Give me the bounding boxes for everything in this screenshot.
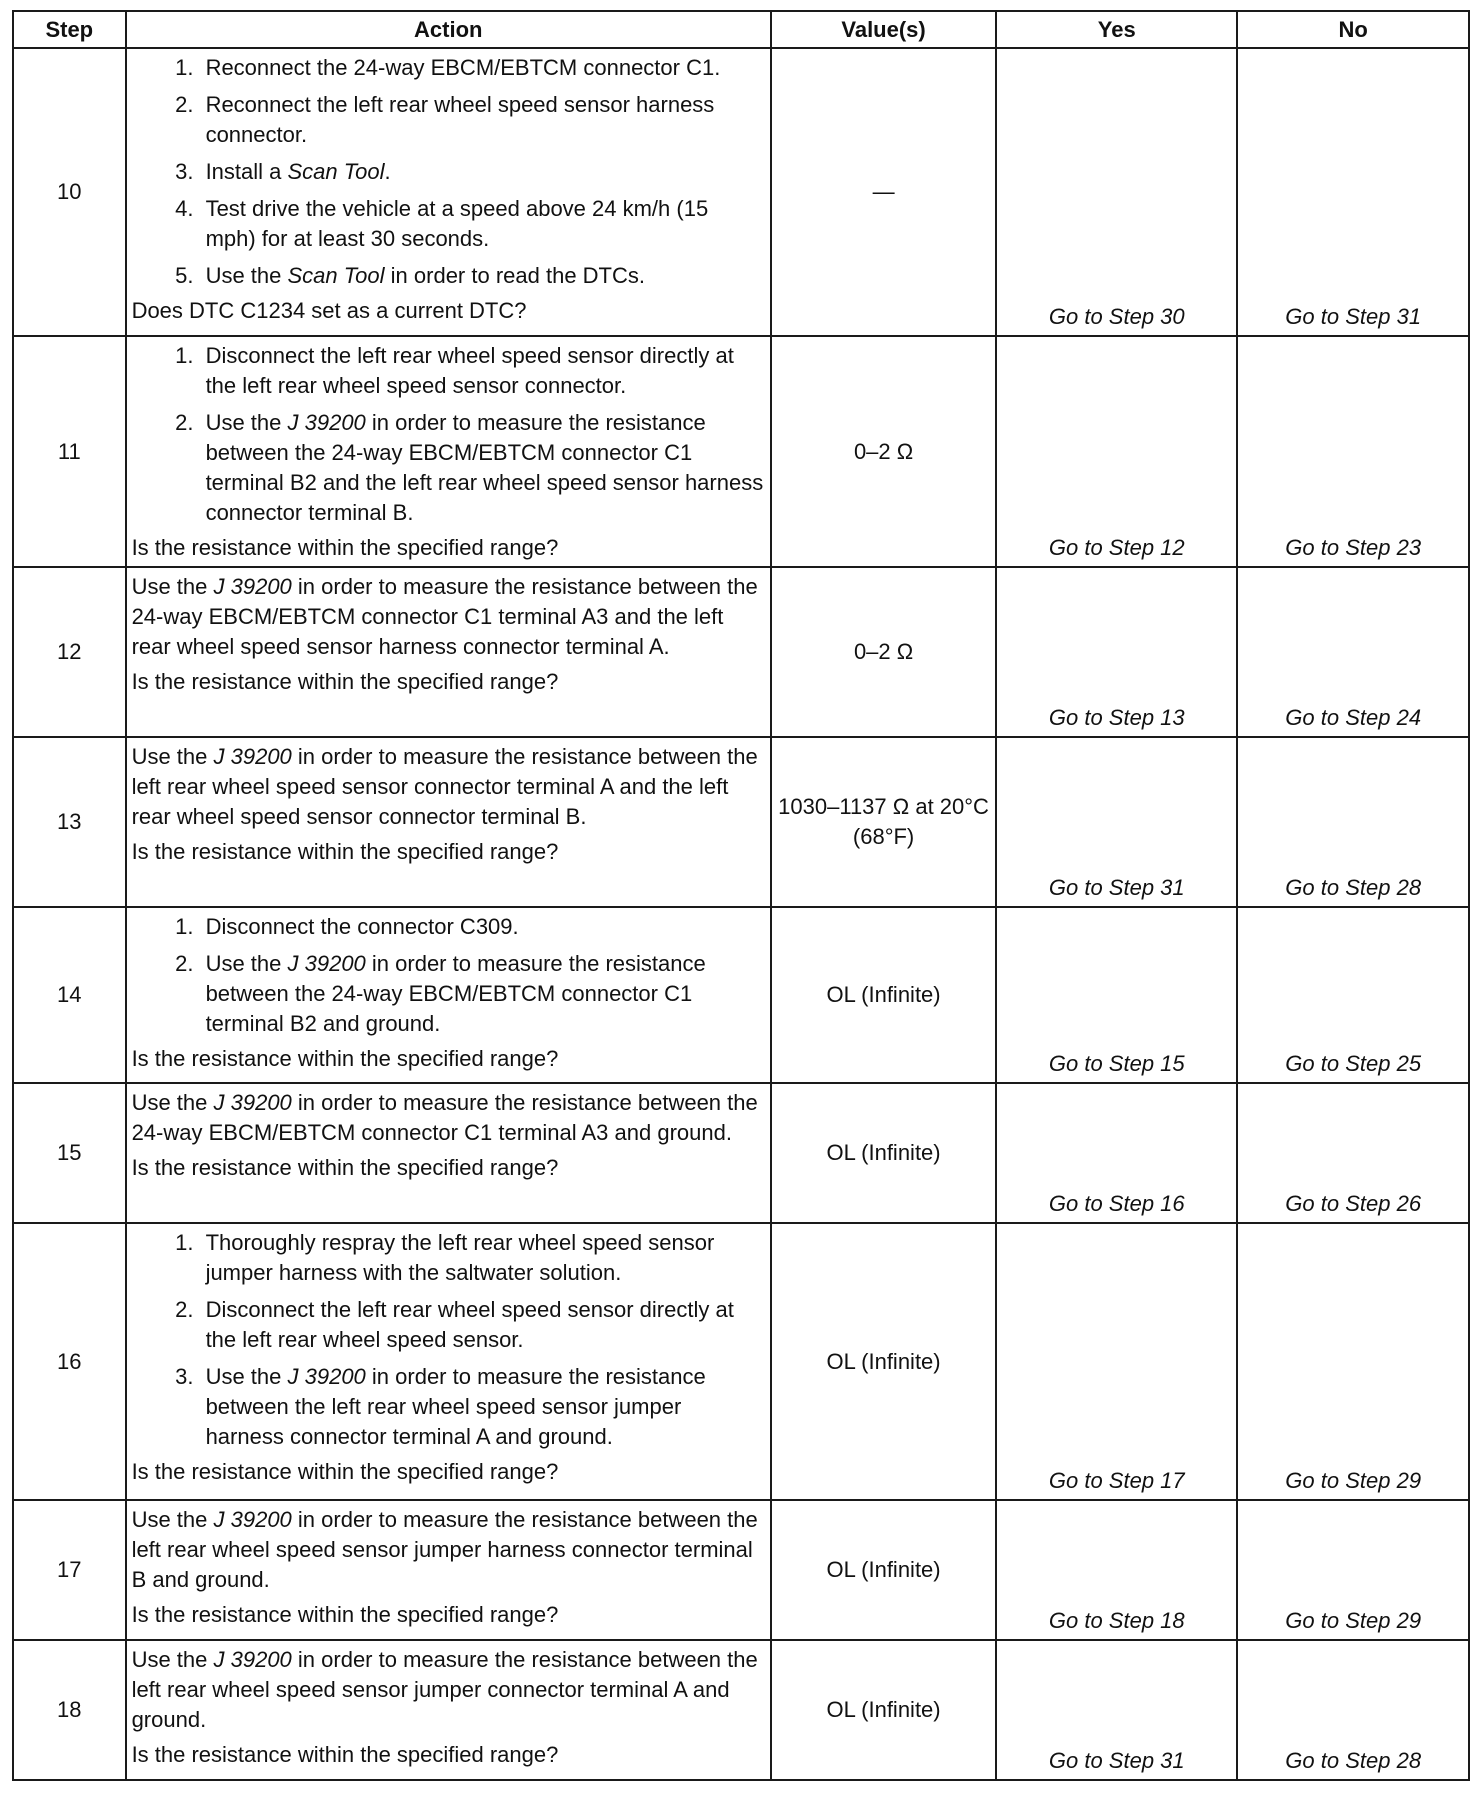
action-step: 2. Reconnect the left rear wheel speed sensor harness connector. [200, 90, 764, 150]
yes-cell: Go to Step 18 [996, 1500, 1237, 1640]
action-text: Use the J 39200 in order to measure the resistance between the left rear wheel speed sensor jumper connector terminal A and ground. [131, 1647, 758, 1732]
no-cell: Go to Step 29 [1237, 1223, 1469, 1500]
no-cell: Go to Step 24 [1237, 567, 1469, 737]
no-cell: Go to Step 29 [1237, 1500, 1469, 1640]
action-steps [132, 912, 764, 1039]
action-question: Does DTC C1234 set as a current DTC? [131, 298, 527, 323]
value-cell: OL (Infinite) [771, 1640, 996, 1780]
yes-cell: Go to Step 15 [996, 907, 1237, 1083]
value-cell: OL (Infinite) [771, 907, 996, 1083]
yes-cell: Go to Step 31 [996, 1640, 1237, 1780]
table-row [13, 1223, 1469, 1500]
action-step: 3. Install a Scan Tool. [200, 157, 764, 187]
action-cell [126, 737, 771, 907]
no-cell: Go to Step 31 [1237, 48, 1469, 336]
table-row [13, 737, 1469, 907]
action-step: 1. Disconnect the left rear wheel speed sensor directly at the left rear wheel speed sensor connector. [200, 341, 764, 401]
step-number: 18 [13, 1640, 126, 1780]
action-step: 3. Use the J 39200 in order to measure the resistance between the left rear wheel speed sensor jumper harness connector terminal A and ground. [200, 1362, 764, 1452]
action-text: Use the J 39200 in order to measure the resistance between the left rear wheel speed sensor jumper harness connector terminal B and ground. [131, 1507, 758, 1592]
action-cell [126, 567, 771, 737]
step-number: 10 [13, 48, 126, 336]
header-action: Action [126, 11, 771, 48]
value-cell: OL (Infinite) [771, 1083, 996, 1223]
table-row [13, 1640, 1469, 1780]
action-text: Use the J 39200 in order to measure the resistance between the left rear wheel speed sensor connector terminal A and the left rear wheel speed sensor connector terminal B. [131, 744, 758, 829]
header-row [13, 11, 1469, 48]
action-question: Is the resistance within the specified range? [131, 669, 559, 694]
yes-cell: Go to Step 31 [996, 737, 1237, 907]
action-text: Use the J 39200 in order to measure the resistance between the 24-way EBCM/EBTCM connector C1 terminal A3 and the left rear wheel speed sensor harness connector terminal A. [131, 574, 758, 659]
action-steps [132, 341, 764, 528]
no-cell: Go to Step 26 [1237, 1083, 1469, 1223]
action-cell [126, 1223, 771, 1500]
action-step: 5. Use the Scan Tool in order to read the DTCs. [200, 261, 764, 291]
value-cell: 1030–1137 Ω at 20°C (68°F) [771, 737, 996, 907]
step-number: 11 [13, 336, 126, 567]
yes-cell: Go to Step 13 [996, 567, 1237, 737]
no-cell: Go to Step 23 [1237, 336, 1469, 567]
step-number: 17 [13, 1500, 126, 1640]
value-cell: OL (Infinite) [771, 1223, 996, 1500]
diagnostic-table-container [12, 10, 1470, 1781]
no-cell: Go to Step 28 [1237, 737, 1469, 907]
value-cell: — [771, 48, 996, 336]
table-row [13, 48, 1469, 336]
action-step: 4. Test drive the vehicle at a speed above 24 km/h (15 mph) for at least 30 seconds. [200, 194, 764, 254]
value-cell: 0–2 Ω [771, 336, 996, 567]
action-question: Is the resistance within the specified range? [131, 839, 559, 864]
no-cell: Go to Step 28 [1237, 1640, 1469, 1780]
yes-cell: Go to Step 12 [996, 336, 1237, 567]
step-number: 14 [13, 907, 126, 1083]
action-cell [126, 48, 771, 336]
action-steps [132, 1228, 764, 1452]
action-step: 2. Disconnect the left rear wheel speed sensor directly at the left rear wheel speed sensor. [200, 1295, 764, 1355]
action-cell [126, 336, 771, 567]
action-step: 2. Use the J 39200 in order to measure the resistance between the 24-way EBCM/EBTCM connector C1 terminal B2 and ground. [200, 949, 764, 1039]
step-number: 12 [13, 567, 126, 737]
action-cell [126, 1640, 771, 1780]
action-text: Use the J 39200 in order to measure the resistance between the 24-way EBCM/EBTCM connector C1 terminal A3 and ground. [131, 1090, 758, 1145]
step-number: 16 [13, 1223, 126, 1500]
action-cell [126, 1083, 771, 1223]
value-cell: OL (Infinite) [771, 1500, 996, 1640]
action-question: Is the resistance within the specified range? [131, 1742, 559, 1767]
header-no: No [1237, 11, 1469, 48]
action-question: Is the resistance within the specified range? [131, 1459, 559, 1484]
step-number: 13 [13, 737, 126, 907]
table-row [13, 1500, 1469, 1640]
action-step: 1. Thoroughly respray the left rear wheel speed sensor jumper harness with the saltwater solution. [200, 1228, 764, 1288]
yes-cell: Go to Step 16 [996, 1083, 1237, 1223]
yes-cell: Go to Step 30 [996, 48, 1237, 336]
action-step: 2. Use the J 39200 in order to measure the resistance between the 24-way EBCM/EBTCM connector C1 terminal B2 and the left rear wheel speed sensor harness connector terminal B. [200, 408, 764, 528]
action-question: Is the resistance within the specified range? [131, 1602, 559, 1627]
action-question: Is the resistance within the specified range? [131, 535, 559, 560]
action-cell [126, 907, 771, 1083]
header-values: Value(s) [771, 11, 996, 48]
step-number: 15 [13, 1083, 126, 1223]
header-yes: Yes [996, 11, 1237, 48]
action-question: Is the resistance within the specified range? [131, 1046, 559, 1071]
header-step: Step [13, 11, 126, 48]
action-steps [132, 53, 764, 291]
yes-cell: Go to Step 17 [996, 1223, 1237, 1500]
table-row [13, 336, 1469, 567]
value-cell: 0–2 Ω [771, 567, 996, 737]
diagnostic-table [12, 10, 1470, 1781]
no-cell: Go to Step 25 [1237, 907, 1469, 1083]
action-question: Is the resistance within the specified range? [131, 1155, 559, 1180]
table-row [13, 567, 1469, 737]
action-cell [126, 1500, 771, 1640]
action-step: 1. Disconnect the connector C309. [200, 912, 764, 942]
action-step: 1. Reconnect the 24-way EBCM/EBTCM connector C1. [200, 53, 764, 83]
table-row [13, 907, 1469, 1083]
table-row [13, 1083, 1469, 1223]
